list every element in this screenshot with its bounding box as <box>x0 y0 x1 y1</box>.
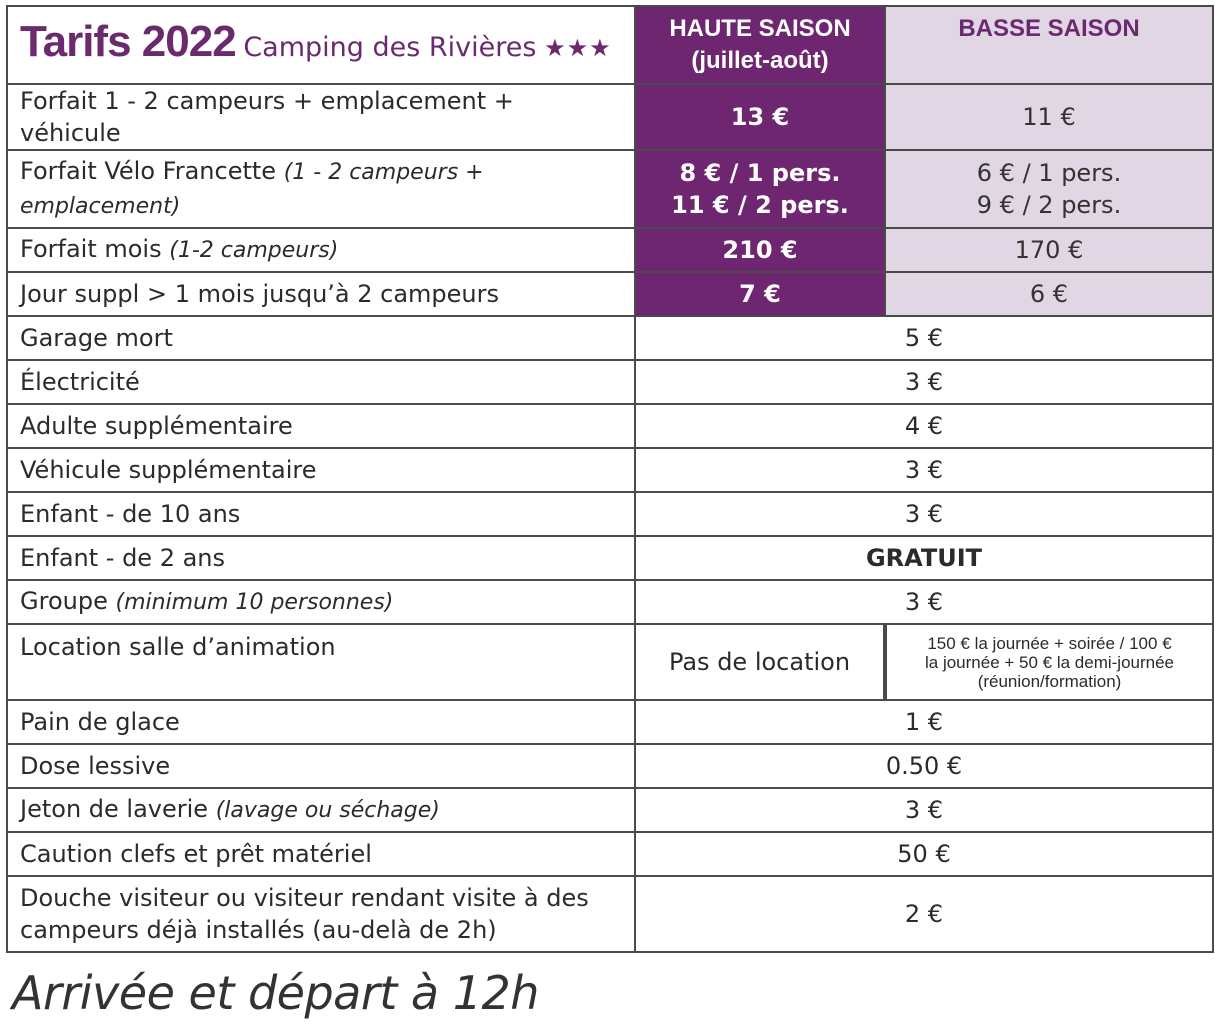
basse-saison-header: BASSE SAISON <box>885 6 1213 84</box>
row-label-note: (lavage ou séchage) <box>215 798 440 823</box>
basse-price: 6 € <box>885 272 1213 316</box>
table-row <box>7 404 1213 448</box>
row-label <box>7 150 635 228</box>
row-label <box>7 876 635 952</box>
row-label: Caution clefs et prêt matériel <box>7 832 635 876</box>
haute-price: 210 € <box>635 228 885 272</box>
table-row <box>7 876 1213 952</box>
row-label: Enfant - de 10 ans <box>7 492 635 536</box>
row-label-note: (1 - 2 campeurs + emplacement) <box>20 160 484 219</box>
table-row <box>7 788 1213 832</box>
basse-price-line: 6 € / 1 pers. <box>976 159 1122 187</box>
row-label-line: Douche visiteur ou visiteur rendant visite à des <box>20 884 589 912</box>
campsite-name: Camping des Rivières <box>243 32 537 63</box>
row-label-text: Forfait Vélo Francette <box>20 157 277 185</box>
row-price: 50 € <box>635 832 1213 876</box>
basse-price: 11 € <box>885 84 1213 150</box>
row-price: GRATUIT <box>635 536 1213 580</box>
basse-price <box>885 624 1213 700</box>
table-row <box>7 448 1213 492</box>
table-row <box>7 228 1213 272</box>
row-price: 2 € <box>635 876 1213 952</box>
table-row <box>7 744 1213 788</box>
row-price: 3 € <box>635 492 1213 536</box>
row-label: Jour suppl > 1 mois jusqu’à 2 campeurs <box>7 272 635 316</box>
basse-price: 170 € <box>885 228 1213 272</box>
haute-price <box>635 150 885 228</box>
row-price: 3 € <box>635 580 1213 624</box>
haute-price-line: 11 € / 2 pers. <box>671 191 849 219</box>
haute-saison-period: (juillet-août) <box>691 47 829 74</box>
row-label <box>7 228 635 272</box>
row-label: Véhicule supplémentaire <box>7 448 635 492</box>
page-title: Tarifs 2022 <box>20 17 236 66</box>
table-row <box>7 360 1213 404</box>
table-row <box>7 580 1213 624</box>
row-label-note: (1-2 campeurs) <box>169 238 339 263</box>
row-label-line: campeurs déjà installés (au-delà de 2h) <box>20 916 497 944</box>
haute-saison-header <box>635 6 885 84</box>
row-label <box>7 580 635 624</box>
row-price: 3 € <box>635 360 1213 404</box>
row-label: Garage mort <box>7 316 635 360</box>
basse-price-line: 9 € / 2 pers. <box>976 191 1122 219</box>
table-row <box>7 316 1213 360</box>
row-label: Pain de glace <box>7 700 635 744</box>
haute-price: Pas de location <box>635 624 885 700</box>
table-row <box>7 536 1213 580</box>
row-label-text: Jeton de laverie <box>20 795 209 823</box>
tariff-table <box>6 5 1214 953</box>
row-label-text: Groupe <box>20 587 108 615</box>
haute-saison-title: HAUTE SAISON <box>669 15 851 42</box>
row-label: Forfait 1 - 2 campeurs + emplacement + véhicule <box>7 84 635 150</box>
basse-price <box>885 150 1213 228</box>
table-row <box>7 492 1213 536</box>
table-row <box>7 700 1213 744</box>
row-label: Enfant - de 2 ans <box>7 536 635 580</box>
row-label: Dose lessive <box>7 744 635 788</box>
table-row <box>7 272 1213 316</box>
basse-price-line: (réunion/formation) <box>977 671 1122 691</box>
row-label <box>7 788 635 832</box>
table-title-cell <box>7 6 635 84</box>
row-price: 5 € <box>635 316 1213 360</box>
row-label: Adulte supplémentaire <box>7 404 635 448</box>
star-rating-icon: ★★★ <box>544 34 612 62</box>
arrival-departure-note: Arrivée et départ à 12h <box>12 966 539 1020</box>
row-price: 3 € <box>635 788 1213 832</box>
row-label: Location salle d’animation <box>7 624 635 700</box>
table-row <box>7 832 1213 876</box>
row-label-note: (minimum 10 personnes) <box>115 590 394 615</box>
haute-price-line: 8 € / 1 pers. <box>679 159 841 187</box>
table-row <box>7 150 1213 228</box>
row-price: 3 € <box>635 448 1213 492</box>
table-row <box>7 624 1213 700</box>
row-price: 1 € <box>635 700 1213 744</box>
haute-price: 7 € <box>635 272 885 316</box>
haute-price: 13 € <box>635 84 885 150</box>
row-price: 4 € <box>635 404 1213 448</box>
row-label: Électricité <box>7 360 635 404</box>
table-row <box>7 84 1213 150</box>
row-label-text: Forfait mois <box>20 235 162 263</box>
basse-price-line: la journée + 50 € la demi-journée <box>924 652 1175 672</box>
row-price: 0.50 € <box>635 744 1213 788</box>
basse-price-line: 150 € la journée + soirée / 100 € <box>927 633 1172 653</box>
